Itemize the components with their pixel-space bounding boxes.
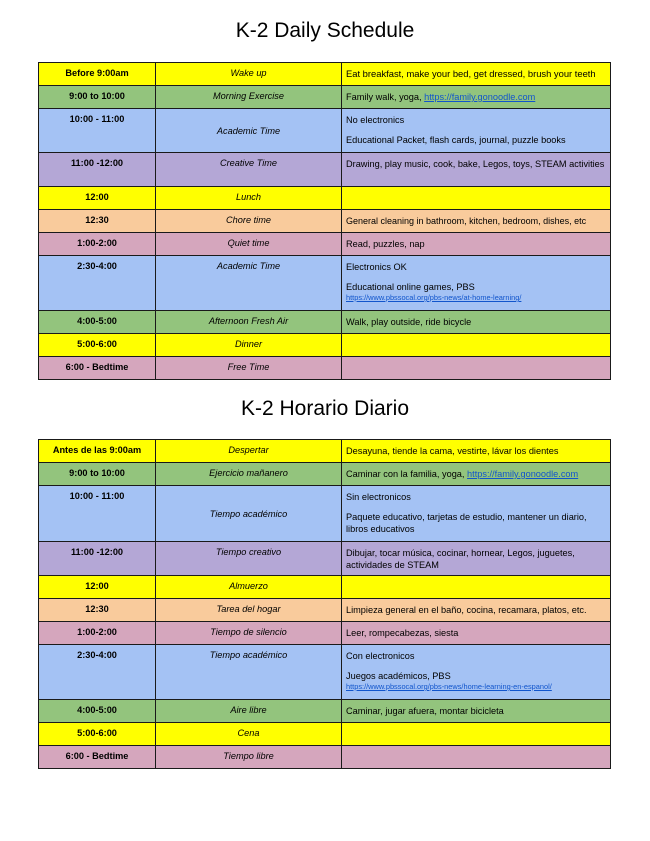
time-cell: 6:00 - Bedtime [39,357,156,380]
description-line: Educational online games, PBS [346,282,475,292]
description-cell: General cleaning in bathroom, kitchen, bedroom, dishes, etc [342,210,611,233]
activity-cell: Tarea del hogar [156,599,342,622]
time-cell: 2:30-4:00 [39,256,156,311]
description-line: Con electronicos [346,651,415,661]
english-schedule-table [38,62,611,380]
activity-cell: Tiempo académico [156,486,342,542]
table-row [39,109,611,153]
time-cell: 12:30 [39,210,156,233]
description-cell: Leer, rompecabezas, siesta [342,622,611,645]
time-cell: 11:00 -12:00 [39,153,156,187]
activity-cell: Tiempo libre [156,746,342,769]
pbs-link[interactable]: https://www.pbssocal.org/pbs-news/at-home-learning/ [346,293,522,302]
description-cell: Drawing, play music, cook, bake, Legos, toys, STEAM activities [342,153,611,187]
description-cell [342,256,611,311]
description-line: Educational Packet, flash cards, journal, puzzle books [346,135,566,145]
time-cell: 1:00-2:00 [39,233,156,256]
description-cell [342,723,611,746]
time-cell: 5:00-6:00 [39,334,156,357]
activity-cell: Tiempo de silencio [156,622,342,645]
table-row [39,334,611,357]
description-cell [342,645,611,700]
description-cell [342,357,611,380]
description-cell: Walk, play outside, ride bicycle [342,311,611,334]
table-row [39,63,611,86]
table-row [39,622,611,645]
english-title: K-2 Daily Schedule [235,19,415,42]
activity-cell: Free Time [156,357,342,380]
description-cell: Caminar, jugar afuera, montar bicicleta [342,700,611,723]
description-cell: Dibujar, tocar música, cocinar, hornear, Legos, juguetes, actividades de STEAM [342,542,611,576]
activity-cell: Almuerzo [156,576,342,599]
activity-cell: Quiet time [156,233,342,256]
table-row [39,357,611,380]
table-row [39,86,611,109]
table-row [39,746,611,769]
activity-cell: Tiempo creativo [156,542,342,576]
description-cell: Desayuna, tiende la cama, vestirte, lávar los dientes [342,440,611,463]
activity-cell: Lunch [156,187,342,210]
time-cell: 2:30-4:00 [39,645,156,700]
description-cell: Eat breakfast, make your bed, get dressed, brush your teeth [342,63,611,86]
table-row [39,256,611,311]
time-cell: 10:00 - 11:00 [39,486,156,542]
table-row [39,233,611,256]
description-cell [342,486,611,542]
time-cell: 5:00-6:00 [39,723,156,746]
table-row [39,463,611,486]
activity-cell: Afternoon Fresh Air [156,311,342,334]
time-cell: Antes de las 9:00am [39,440,156,463]
time-cell: 12:00 [39,576,156,599]
activity-cell: Creative Time [156,153,342,187]
table-row [39,542,611,576]
time-cell: 9:00 to 10:00 [39,86,156,109]
description-line: Sin electronicos [346,492,411,502]
spanish-title: K-2 Horario Diario [240,397,410,420]
gonoodle-link[interactable]: https://family.gonoodle.com [424,92,536,102]
activity-cell: Morning Exercise [156,86,342,109]
description-cell [342,576,611,599]
pbs-link[interactable]: https://www.pbssocal.org/pbs-news/home-learning-en-espanol/ [346,682,552,691]
description-line: Paquete educativo, tarjetas de estudio, mantener un diario, libros educativos [346,512,587,534]
time-cell: 12:00 [39,187,156,210]
description-text: Family walk, yoga, [346,92,425,102]
time-cell: 9:00 to 10:00 [39,463,156,486]
time-cell: 4:00-5:00 [39,311,156,334]
activity-cell: Dinner [156,334,342,357]
table-row [39,153,611,187]
time-cell: 1:00-2:00 [39,622,156,645]
table-row [39,700,611,723]
table-row [39,486,611,542]
description-cell [342,463,611,486]
description-text: Caminar con la familia, yoga, [346,469,468,479]
description-cell: Read, puzzles, nap [342,233,611,256]
table-row [39,210,611,233]
activity-cell: Tiempo académico [156,645,342,700]
table-row [39,311,611,334]
table-row [39,723,611,746]
table-row [39,440,611,463]
activity-cell: Cena [156,723,342,746]
time-cell: 11:00 -12:00 [39,542,156,576]
activity-cell: Despertar [156,440,342,463]
activity-cell: Academic Time [156,256,342,311]
description-line: No electronics [346,115,405,125]
description-cell [342,334,611,357]
activity-cell: Ejercicio mañanero [156,463,342,486]
gonoodle-link[interactable]: https://family.gonoodle.com [467,469,579,479]
time-cell: 10:00 - 11:00 [39,109,156,153]
activity-cell: Chore time [156,210,342,233]
activity-cell: Academic Time [156,109,342,153]
description-cell: Limpieza general en el baño, cocina, recamara, platos, etc. [342,599,611,622]
description-cell [342,187,611,210]
table-row [39,599,611,622]
activity-cell: Wake up [156,63,342,86]
spanish-schedule-table [38,439,611,769]
description-line: Juegos académicos, PBS [346,671,451,681]
description-line: Electronics OK [346,262,407,272]
table-row [39,187,611,210]
activity-cell: Aire libre [156,700,342,723]
description-cell [342,746,611,769]
time-cell: Before 9:00am [39,63,156,86]
description-cell [342,86,611,109]
description-cell [342,109,611,153]
time-cell: 12:30 [39,599,156,622]
table-row [39,645,611,700]
table-row [39,576,611,599]
time-cell: 6:00 - Bedtime [39,746,156,769]
time-cell: 4:00-5:00 [39,700,156,723]
